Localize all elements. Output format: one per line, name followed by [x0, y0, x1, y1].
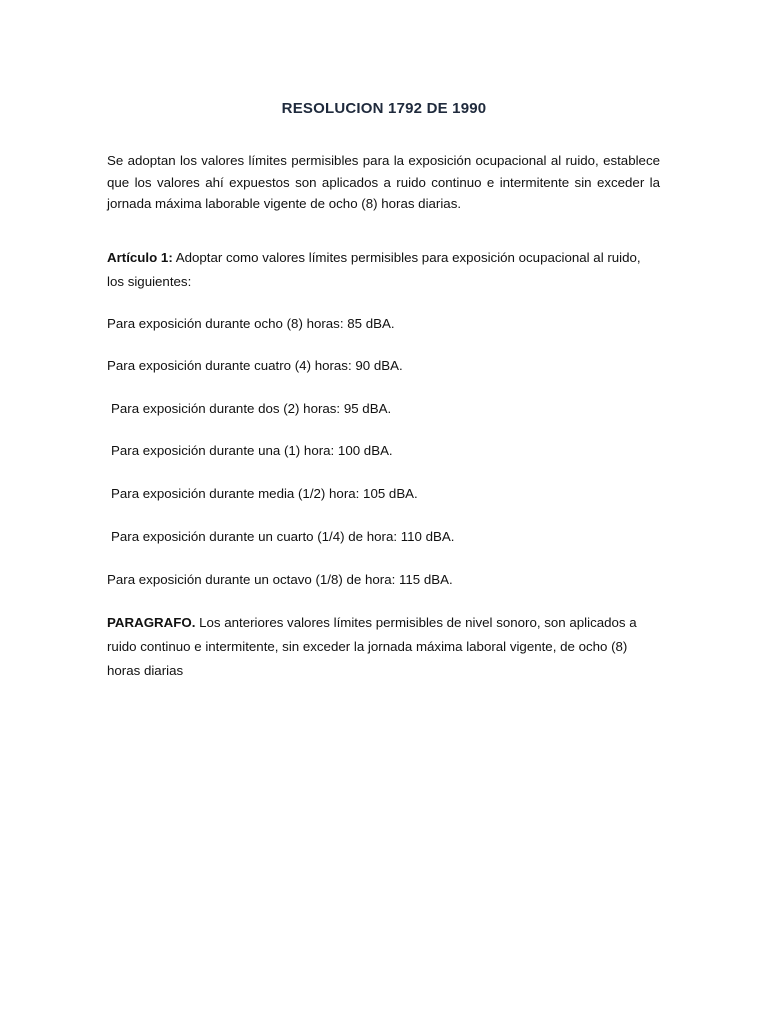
paragraph-section — [107, 611, 660, 683]
exposure-line-eighth-hour: Para exposición durante un octavo (1/8) de hora: 115 dBA. — [107, 572, 453, 587]
document-title: RESOLUCION 1792 DE 1990 — [281, 100, 487, 117]
article-label: Artículo 1: — [107, 250, 173, 265]
exposure-line-4h: Para exposición durante cuatro (4) horas: 90 dBA. — [107, 358, 403, 373]
paragraph-label: PARAGRAFO. — [107, 615, 196, 630]
exposure-line-1h: Para exposición durante una (1) hora: 100 dBA. — [111, 443, 393, 458]
exposure-line-8h: Para exposición durante ocho (8) horas: 85 dBA. — [107, 316, 395, 331]
article-text: Adoptar como valores límites permisibles para exposición ocupacional al ruido, los siguientes: — [107, 250, 641, 289]
article-1 — [107, 246, 660, 294]
exposure-line-half-hour: Para exposición durante media (1/2) hora: 105 dBA. — [111, 486, 418, 501]
exposure-line-2h: Para exposición durante dos (2) horas: 95 dBA. — [111, 401, 392, 416]
paragraph-text: Los anteriores valores límites permisibles de nivel sonoro, son aplicados a ruido continuo e intermitente, sin exceder la jornada máxima laboral vigente, de ocho (8) horas diarias — [107, 615, 637, 678]
intro-paragraph: Se adoptan los valores límites permisibles para la exposición ocupacional al ruido, establece que los valores ahí expuestos son aplicados a ruido continuo e intermitente sin exceder la jornada máxima laborable vigente de ocho (8) horas diarias. — [107, 153, 660, 211]
exposure-line-quarter-hour: Para exposición durante un cuarto (1/4) de hora: 110 dBA. — [111, 529, 455, 544]
